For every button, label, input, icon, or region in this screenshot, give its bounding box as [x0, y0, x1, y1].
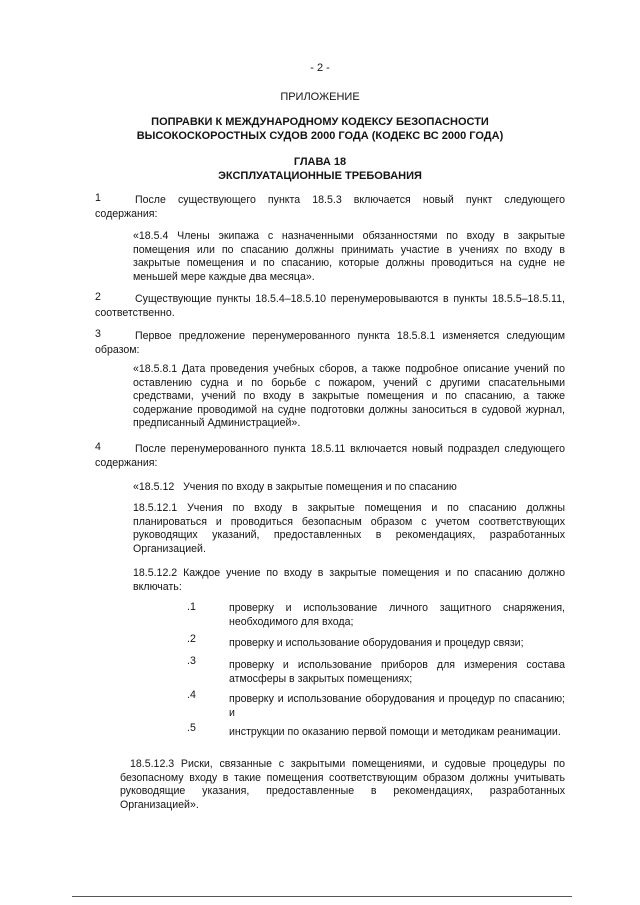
- amendment-3-number: 3: [95, 328, 101, 340]
- list-item-text: проверку и использование оборудования и процедур связи;: [229, 637, 524, 649]
- amendment-2-number: 2: [95, 291, 101, 303]
- list-item-marker: .5: [187, 722, 196, 734]
- list-item-marker: .2: [187, 633, 196, 645]
- chapter-subtitle: ЭКСПЛУАТАЦИОННЫЕ ТРЕБОВАНИЯ: [218, 170, 422, 182]
- amendment-2-text: Существующие пункты 18.5.4–18.5.10 перенумеровываются в пункты 18.5.5–18.5.11, соответственно.: [95, 293, 565, 319]
- amendment-1-text: После существующего пункта 18.5.3 включается новый пункт следующего содержания:: [95, 194, 565, 220]
- amendment-4-text: После перенумерованного пункта 18.5.11 включается новый подраздел следующего содержания:: [95, 443, 565, 469]
- amendment-4-number: 4: [95, 441, 101, 453]
- list-item-marker: .3: [187, 655, 196, 667]
- document-title: ПОПРАВКИ К МЕЖДУНАРОДНОМУ КОДЕКСУ БЕЗОПАСНОСТИ ВЫСОКОСКОРОСТНЫХ СУДОВ 2000 ГОДА (КОДЕКС ВС 2000 ГОДА): [136, 116, 504, 142]
- section-18-5-12-heading: «18.5.12 Учения по входу в закрытые помещения и по спасанию: [133, 481, 457, 493]
- paragraph-18-5-12-3: 18.5.12.3 Риски, связанные с закрытыми помещениями, и судовые процедуры по безопасному входу в такие помещения соответствующим образом должны учитывать руководящие указания, предоставленные в рекомендациях, разработанных Организацией».: [120, 758, 565, 811]
- annex-title: ПРИЛОЖЕНИЕ: [280, 91, 360, 103]
- paragraph-18-5-12-2: 18.5.12.2 Каждое учение по входу в закрытые помещения и по спасанию должно включать:: [133, 567, 565, 593]
- list-item-marker: .1: [187, 601, 196, 613]
- list-item-text: инструкции по оказанию первой помощи и методикам реанимации.: [229, 726, 561, 738]
- list-item-text: проверку и использование оборудования и процедур по спасанию; и: [229, 693, 565, 719]
- quote-18-5-8-1: «18.5.8.1 Дата проведения учебных сборов, а также подробное описание учений по оставлению судна и по борьбе с пожаром, учений с другими спасательными средствами, учений по входу в закрытые помещения и по спасанию, а также содержание проводимой на судне подготовки должны заноситься в судовой журнал, предписанный Администрацией».: [133, 363, 565, 429]
- footer-rule: [72, 896, 572, 897]
- amendment-3-text: Первое предложение перенумерованного пункта 18.5.8.1 изменяется следующим образом:: [95, 330, 565, 356]
- quote-18-5-4: «18.5.4 Члены экипажа с назначенными обязанностями по входу в закрытые помещения или по спасанию должны принимать участие в учениях по входу в закрытые помещения и по спасанию, которые должны проводиться на судне не меньшей мере каждые два месяца».: [133, 230, 565, 283]
- list-item-marker: .4: [187, 689, 196, 701]
- list-item-text: проверку и использование личного защитного снаряжения, необходимого для входа;: [229, 602, 565, 628]
- amendment-1-number: 1: [95, 192, 101, 204]
- chapter-title: ГЛАВА 18: [293, 156, 347, 168]
- list-item-text: проверку и использование приборов для измерения состава атмосферы в закрытых помещениях;: [229, 659, 565, 685]
- page-number: - 2 -: [310, 62, 330, 74]
- paragraph-18-5-12-1: 18.5.12.1 Учения по входу в закрытые помещения и по спасанию должны планироваться и проводиться безопасным образом с учетом соответствующих руководящих указаний, предоставленных в рекомендациях, разработанных Организацией.: [133, 502, 565, 555]
